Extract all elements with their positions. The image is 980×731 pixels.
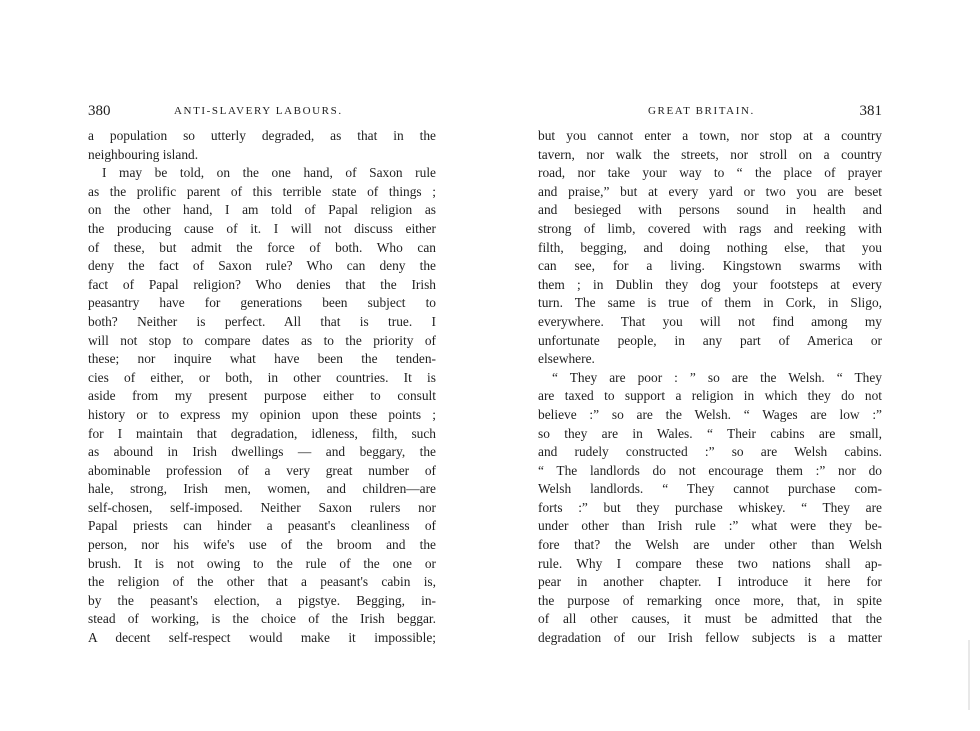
text-line: person, nor his wife's use of the broom and the	[88, 537, 436, 553]
text-line: deny the fact of Saxon rule? Who can deny the	[88, 258, 436, 274]
text-line: can see, for a living. Kingstown swarms with	[538, 258, 882, 274]
text-line: so they are in Wales. “ Their cabins are small,	[538, 425, 882, 441]
text-line: fore that? the Welsh are under other than Welsh	[538, 537, 882, 553]
text-line: peasantry have for generations been subject to	[88, 295, 436, 311]
text-line: forts :” but they purchase whiskey. “ They are	[538, 499, 882, 515]
text-line: road, nor take your way to “ the place of prayer	[538, 165, 882, 181]
text-line: “ The landlords do not encourage them :” nor do	[538, 462, 882, 478]
text-line: turn. The same is true of them in Cork, in Sligo,	[538, 295, 882, 311]
right-page	[490, 0, 980, 731]
text-line: pear in another chapter. I introduce it here for	[538, 574, 882, 590]
text-line: abominable profession of a very great number of	[88, 462, 436, 478]
text-line: as abound in Irish dwellings — and beggary, the	[88, 444, 436, 460]
text-line: aside from my present purpose either to consult	[88, 388, 436, 404]
text-line: the religion of the other that a peasant's cabin is,	[88, 574, 436, 590]
text-line: hale, strong, Irish men, women, and children—are	[88, 481, 436, 497]
text-line: tavern, nor walk the streets, nor stroll on a country	[538, 146, 882, 162]
text-line: will not stop to compare dates as to the priority of	[88, 332, 436, 348]
right-running-head	[538, 101, 882, 121]
text-line: history or to express my opinion upon these points ;	[88, 406, 436, 422]
text-line: these; nor inquire what have been the tenden-	[88, 351, 436, 367]
text-line: by the peasant's election, a pigstye. Begging, in-	[88, 592, 436, 608]
page-number-left: 380	[88, 103, 111, 119]
left-running-head	[88, 101, 436, 121]
text-line: self-chosen, self-imposed. Neither Saxon rulers nor	[88, 499, 436, 515]
text-line: and praise,” but at every yard or two you are beset	[538, 183, 882, 199]
text-line: neighbouring island.	[88, 146, 199, 162]
text-line: of all other causes, it must be admitted that the	[538, 611, 882, 627]
text-line: believe :” so are the Welsh. “ Wages are low :”	[538, 406, 882, 422]
text-line: both? Neither is perfect. All that is true. I	[88, 313, 436, 329]
text-line: degradation of our Irish fellow subjects is a matter	[538, 630, 882, 646]
running-head-title-left: ANTI-SLAVERY LABOURS.	[174, 105, 343, 117]
text-line: the producing cause of it. I will not discuss either	[88, 220, 436, 236]
text-line: strong of limb, covered with rags and reeking with	[538, 220, 882, 236]
text-line: I may be told, on the one hand, of Saxon rule	[102, 165, 436, 181]
text-line: Papal priests can hinder a peasant's cleanliness of	[88, 518, 436, 534]
right-body-text	[538, 127, 882, 648]
text-line: the purpose of remarking once more, that, in spite	[538, 592, 882, 608]
text-line: Welsh landlords. “ They cannot purchase com-	[538, 481, 882, 497]
text-line: and rudely constructed :” so are Welsh cabins.	[538, 444, 882, 460]
text-line: for I maintain that degradation, idleness, filth, such	[88, 425, 436, 441]
text-line: everywhere. That you will not find among my	[538, 313, 882, 329]
text-line: fact of Papal religion? Who denies that the Irish	[88, 276, 436, 292]
text-line: of these, but admit the force of both. Who can	[88, 239, 436, 255]
text-line: rule. Why I compare these two nations shall ap-	[538, 555, 882, 571]
text-line: are taxed to support a religion in which they do not	[538, 388, 882, 404]
text-line: but you cannot enter a town, nor stop at a country	[538, 128, 882, 143]
left-body-text	[88, 127, 436, 648]
text-line: “ They are poor : ” so are the Welsh. “ They	[552, 369, 882, 385]
text-line: and besieged with persons sound in health and	[538, 202, 882, 218]
text-line: a population so utterly degraded, as that in the	[88, 128, 436, 143]
text-line: unfortunate people, in any part of America or	[538, 332, 882, 348]
text-line: elsewhere.	[538, 351, 595, 367]
text-line: cies of either, or both, in other countries. It is	[88, 369, 436, 385]
text-line: A decent self-respect would make it impossible;	[88, 630, 436, 646]
text-line: them ; in Dublin they dog your footsteps at every	[538, 276, 882, 292]
text-line: on the other hand, I am told of Papal religion as	[88, 202, 436, 218]
text-line: brush. It is not owing to the rule of the one or	[88, 555, 436, 571]
page-number-right: 381	[859, 103, 882, 119]
running-head-title-right: GREAT BRITAIN.	[648, 105, 755, 117]
text-line: under other than Irish rule :” what were they be-	[538, 518, 882, 534]
text-line: as the prolific parent of this terrible state of things ;	[88, 183, 436, 199]
page-edge-shadow	[968, 640, 970, 710]
text-line: stead of working, is the choice of the Irish beggar.	[88, 611, 436, 627]
text-line: filth, begging, and doing nothing else, that you	[538, 239, 882, 255]
